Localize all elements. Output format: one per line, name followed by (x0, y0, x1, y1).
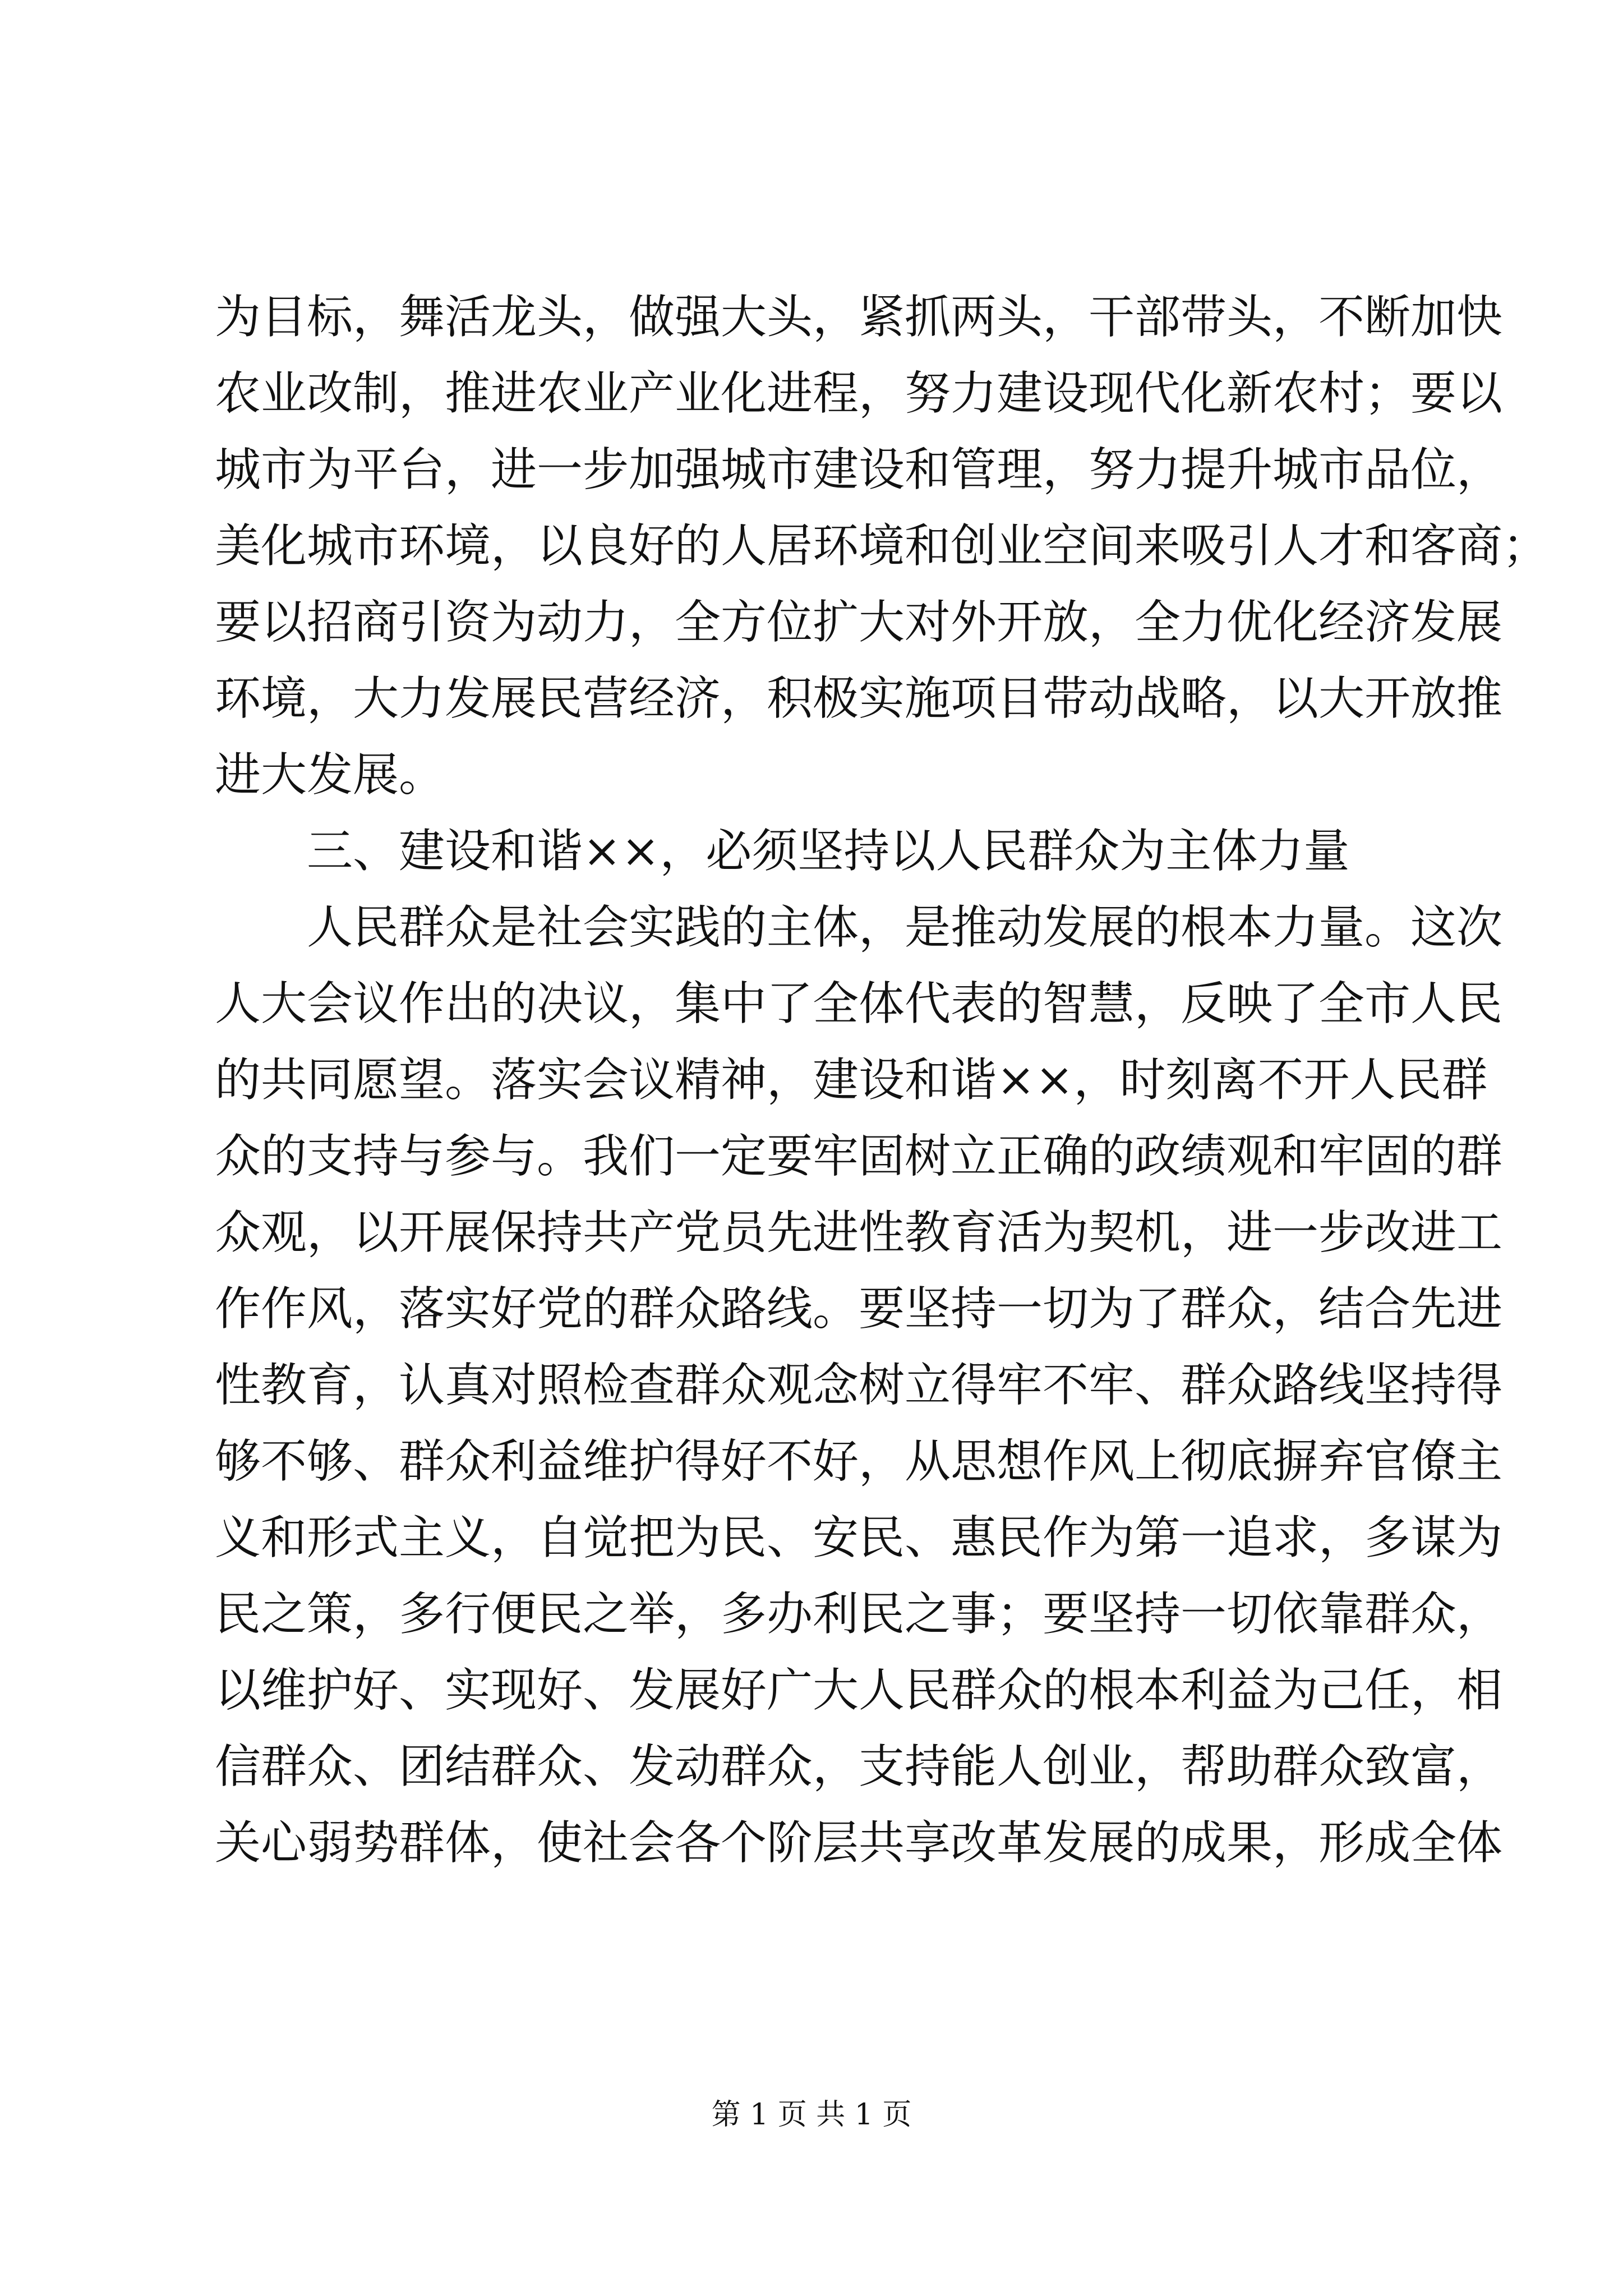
text-line: 够不够、群众利益维护得好不好，从思想作风上彻底摒弃官僚主 (215, 1435, 1503, 1488)
text-line: 以维护好、实现好、发展好广大人民群众的根本利益为己任，相 (215, 1664, 1503, 1717)
text-line: 作作风，落实好党的群众路线。要坚持一切为了群众，结合先进 (215, 1282, 1503, 1336)
text-line: 城市为平台，进一步加强城市建设和管理，努力提升城市品位， (215, 443, 1503, 496)
text-line: 环境，大力发展民营经济，积极实施项目带动战略，以大开放推 (215, 672, 1503, 725)
text-line: 要以招商引资为动力，全方位扩大对外开放，全力优化经济发展 (215, 596, 1503, 649)
text-line: 义和形式主义，自觉把为民、安民、惠民作为第一追求，多谋为 (215, 1511, 1503, 1565)
text-line: 的共同愿望。落实会议精神，建设和谐××，时刻离不开人民群 (215, 1053, 1488, 1107)
text-line: 众观，以开展保持共产党员先进性教育活为契机，进一步改进工 (215, 1206, 1503, 1259)
section-heading: 三、建设和谐××，必须坚持以人民群众为主体力量 (307, 825, 1350, 878)
text-line: 信群众、团结群众、发动群众，支持能人创业，帮助群众致富， (215, 1740, 1503, 1793)
text-line: 为目标，舞活龙头，做强大头，紧抓两头，干部带头，不断加快 (215, 291, 1503, 344)
text-line: 人民群众是社会实践的主体，是推动发展的根本力量。这次 (307, 901, 1503, 954)
text-line: 性教育，认真对照检查群众观念树立得牢不牢、群众路线坚持得 (215, 1359, 1503, 1412)
body-text (215, 279, 1549, 1881)
page-footer: 第 1 页 共 1 页 (711, 2098, 912, 2132)
text-line: 关心弱势群体，使社会各个阶层共享改革发展的成果，形成全体 (215, 1816, 1503, 1870)
text-line: 农业改制，推进农业产业化进程，努力建设现代化新农村；要以 (215, 367, 1503, 420)
text-line: 众的支持与参与。我们一定要牢固树立正确的政绩观和牢固的群 (215, 1130, 1503, 1183)
text-line: 人大会议作出的决议，集中了全体代表的智慧，反映了全市人民 (215, 977, 1503, 1030)
text-line: 美化城市环境，以良好的人居环境和创业空间来吸引人才和客商； (215, 519, 1549, 573)
text-line: 进大发展。 (215, 748, 445, 802)
text-line: 民之策，多行便民之举，多办利民之事；要坚持一切依靠群众， (215, 1588, 1503, 1641)
